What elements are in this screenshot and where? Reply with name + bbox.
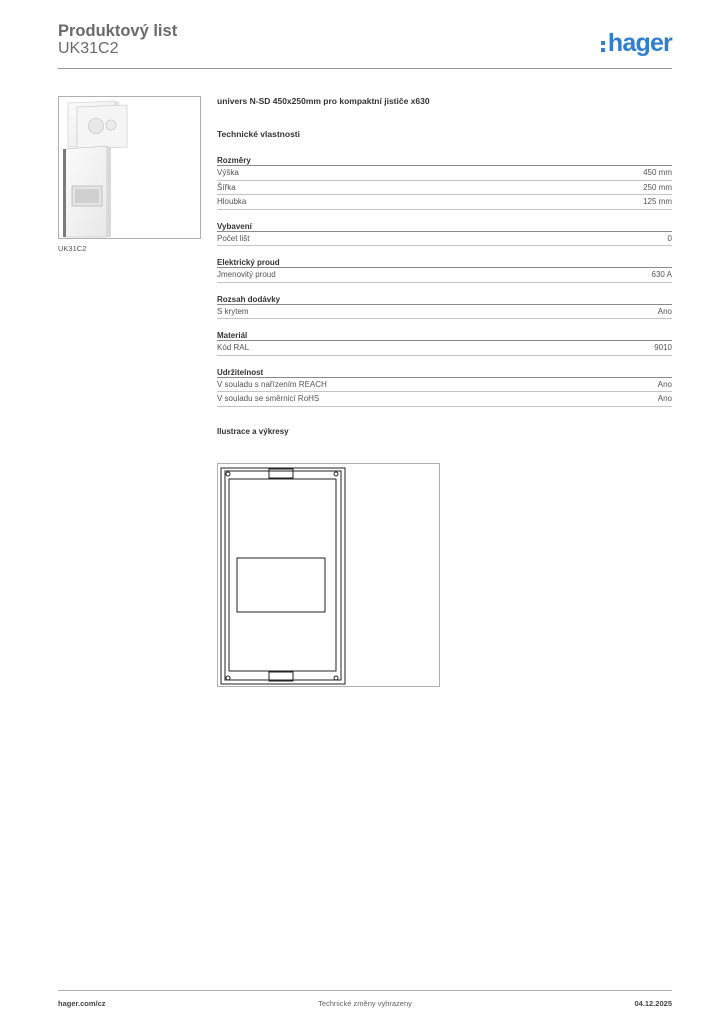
property-row [217, 268, 672, 283]
property-value: 250 mm [643, 182, 672, 192]
property-label: Kód RAL [217, 343, 250, 352]
property-value: 0 [667, 233, 672, 243]
property-value: Ano [657, 394, 672, 403]
document-title: Produktový list [58, 22, 178, 40]
section-dimensions [217, 155, 672, 210]
product-image [58, 96, 201, 239]
property-label: V souladu s nařízením REACH [217, 379, 327, 389]
property-label: Počet lišt [217, 233, 250, 243]
property-label: Jmenovitý proud [217, 270, 276, 279]
product-image-caption: UK31C2 [58, 244, 87, 253]
section-material [217, 330, 672, 356]
property-row [217, 341, 672, 356]
property-label: S krytem [217, 306, 249, 316]
property-label: Hloubka [217, 197, 247, 206]
product-description: univers N-SD 450x250mm pro kompaktní jističe x630 [217, 96, 430, 106]
technical-drawing-graphic [218, 464, 439, 686]
product-details [217, 92, 672, 438]
property-label: V souladu se směrnicí RoHS [217, 394, 320, 403]
property-row [217, 392, 672, 407]
section-electric-current [217, 257, 672, 283]
property-row [217, 232, 672, 247]
section-title: Rozměry [217, 155, 672, 166]
property-value: 630 A [651, 270, 672, 279]
section-title: Rozsah dodávky [217, 294, 672, 305]
section-scope-of-delivery [217, 294, 672, 320]
property-value: 450 mm [643, 168, 672, 177]
hager-logo [601, 26, 672, 60]
section-title: Udržitelnost [217, 367, 672, 378]
property-value: Ano [657, 379, 672, 389]
technical-properties-heading: Technické vlastnosti [217, 129, 300, 139]
section-sustainability [217, 367, 672, 407]
property-row [217, 181, 672, 196]
section-title: Vybavení [217, 221, 672, 232]
section-title: Materiál [217, 330, 672, 341]
footer-website-link[interactable]: hager.com/cz [58, 999, 106, 1008]
property-label: Šířka [217, 182, 236, 192]
illustrations-heading: Ilustrace a výkresy [217, 426, 289, 436]
footer-date: 04.12.2025 [634, 999, 672, 1008]
page-footer [58, 990, 672, 1012]
page-header [58, 20, 672, 69]
property-row [217, 195, 672, 210]
property-value: 9010 [654, 343, 672, 352]
footer-disclaimer: Technické změny vyhrazeny [318, 999, 412, 1008]
section-title: Elektrický proud [217, 257, 672, 268]
logo-dots-icon [601, 41, 605, 52]
logo-text: hager [607, 28, 672, 57]
section-equipment [217, 221, 672, 247]
property-value: Ano [657, 306, 672, 316]
property-row [217, 166, 672, 181]
product-photo-graphic [59, 97, 200, 238]
property-row [217, 378, 672, 393]
product-code: UK31C2 [58, 40, 119, 57]
property-label: Výška [217, 168, 239, 177]
technical-drawing [217, 463, 440, 687]
property-row [217, 305, 672, 320]
property-value: 125 mm [643, 197, 672, 206]
